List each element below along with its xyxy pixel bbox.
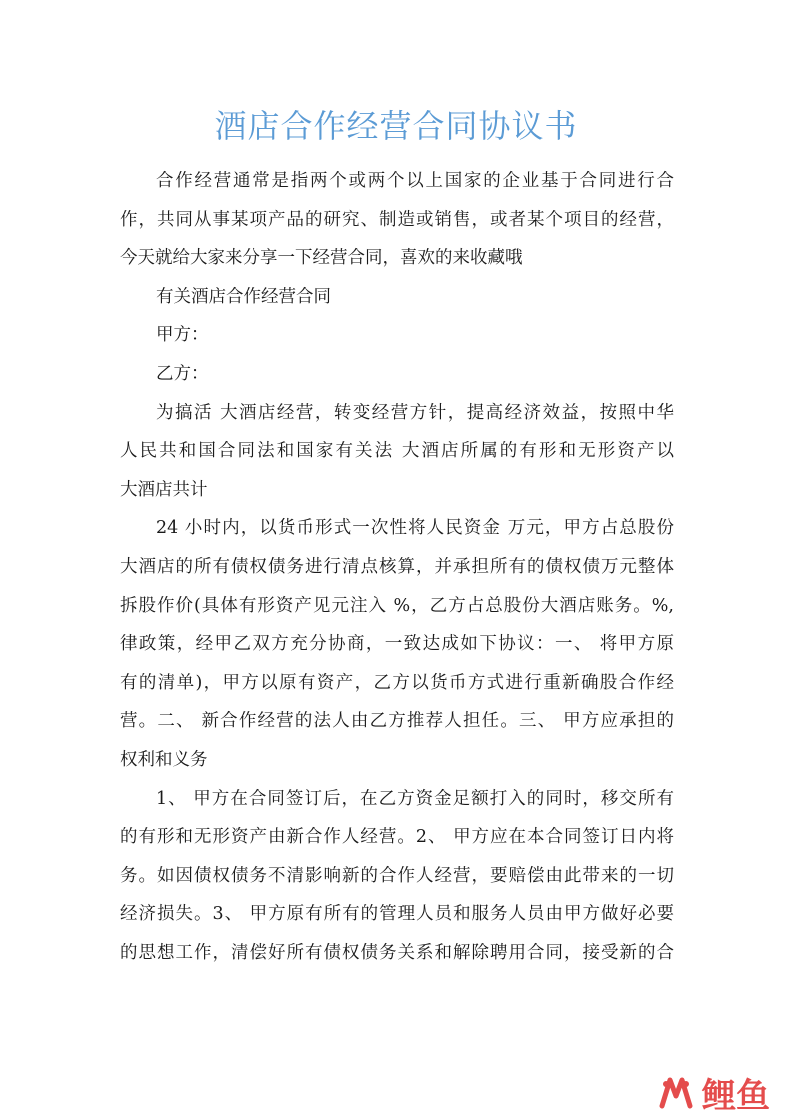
paragraph-terms bbox=[120, 509, 674, 779]
document-body bbox=[120, 162, 674, 972]
paragraph-party-b bbox=[120, 355, 674, 394]
paragraph-obligations bbox=[120, 780, 674, 973]
text-line: 经济损失。3、 甲方原有所有的管理人员和服务人员由甲方做好必要 bbox=[120, 904, 674, 925]
text-line: 有关酒店合作经营合同 bbox=[156, 286, 331, 307]
text-line: 人民共和国合同法和国家有关法 大酒店所属的有形和无形资产以 bbox=[120, 441, 674, 462]
paragraph-purpose bbox=[120, 394, 674, 510]
watermark-text: 鲤鱼 bbox=[702, 1075, 770, 1116]
text-line: 的有形和无形资产由新合作人经营。2、 甲方应在本合同签订日内将 bbox=[120, 827, 674, 848]
paragraph-party-a bbox=[120, 316, 674, 355]
text-line: 营。二、 新合作经营的法人由乙方推荐人担任。三、 甲方应承担的 bbox=[120, 711, 674, 732]
text-line: 作，共同从事某项产品的研究、制造或销售，或者某个项目的经营， bbox=[120, 209, 674, 230]
text-line: 乙方： bbox=[156, 363, 209, 384]
text-line: 24 小时内，以货币形式一次性将人民资金 万元，甲方占总股份 bbox=[156, 518, 674, 539]
text-line: 务。如因债权债务不清影响新的合作人经营，要赔偿由此带来的一切 bbox=[120, 865, 674, 886]
text-line: 大酒店共计 bbox=[120, 479, 208, 500]
text-line: 合作经营通常是指两个或两个以上国家的企业基于合同进行合 bbox=[156, 171, 674, 191]
text-line: 今天就给大家来分享一下经营合同，喜欢的来收藏哦 bbox=[120, 248, 523, 269]
text-line: 权利和义务 bbox=[120, 749, 208, 770]
document-title: 酒店合作经营合同协议书 bbox=[214, 107, 578, 145]
fire-icon bbox=[656, 1072, 696, 1112]
text-line: 的思想工作，清偿好所有债权债务关系和解除聘用合同，接受新的合 bbox=[120, 942, 674, 963]
text-line: 为搞活 大酒店经营，转变经营方针，提高经济效益，按照中华 bbox=[156, 402, 674, 423]
watermark-logo bbox=[656, 1070, 770, 1114]
text-line: 甲方： bbox=[156, 325, 209, 346]
text-line: 1、 甲方在合同签订后，在乙方资金足额打入的同时，移交所有 bbox=[156, 788, 674, 809]
text-line: 律政策，经甲乙双方充分协商，一致达成如下协议：一、 将甲方原 bbox=[120, 634, 674, 655]
paragraph-intro bbox=[120, 162, 674, 278]
text-line: 大酒店的所有债权债务进行清点核算，并承担所有的债权债万元整体 bbox=[120, 556, 674, 577]
text-line: 有的清单)，甲方以原有资产，乙方以货币方式进行重新确股合作经 bbox=[120, 672, 674, 693]
paragraph-heading bbox=[120, 278, 674, 317]
text-line: 拆股作价(具体有形资产见元注入 %，乙方占总股份大酒店账务。%, bbox=[120, 595, 674, 616]
